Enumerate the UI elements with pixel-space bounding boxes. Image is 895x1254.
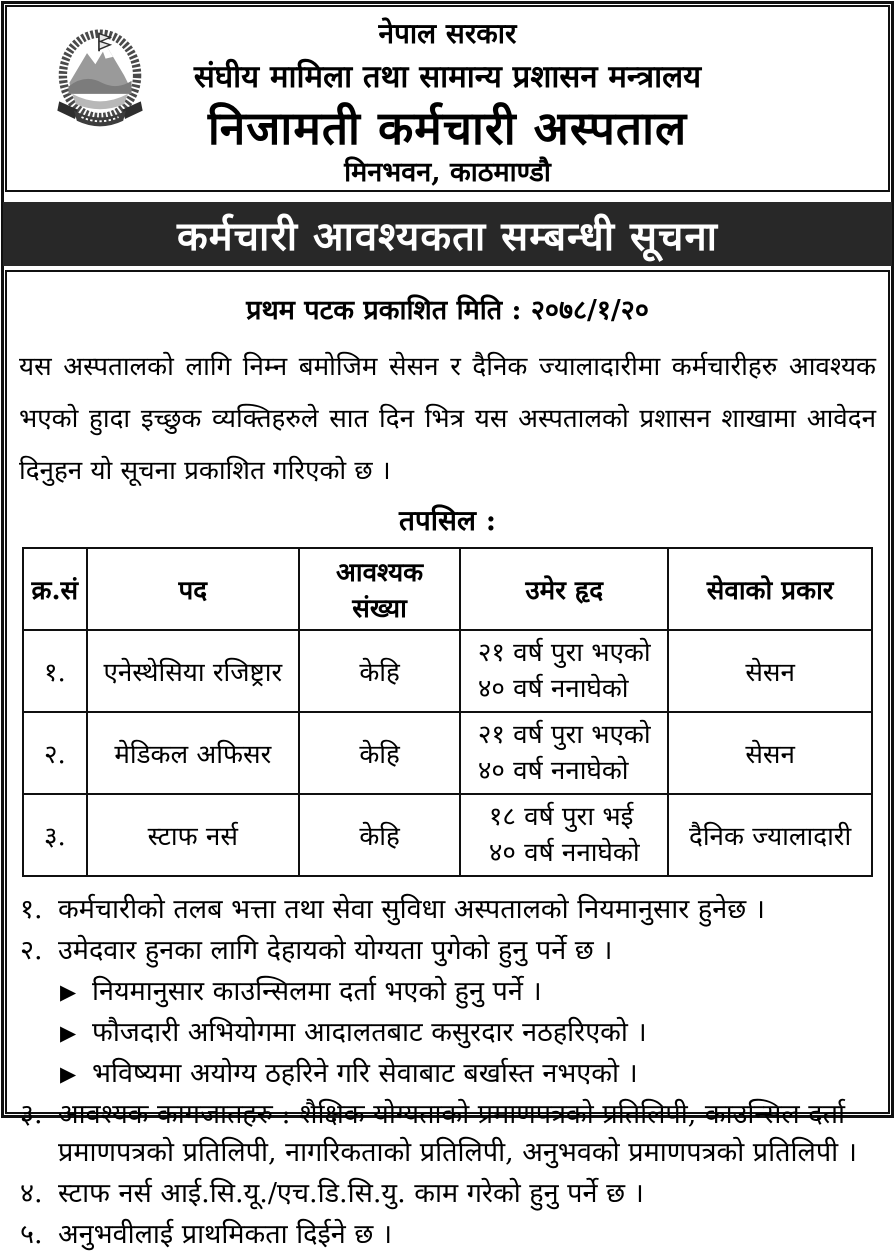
cell-age	[460, 712, 668, 794]
list-item	[20, 932, 877, 970]
published-date-line: प्रथम पटक प्रकाशित मिति : २०७८/१/२०	[246, 295, 649, 326]
col-header-service: सेवाको प्रकार	[668, 548, 872, 630]
sub-bullet-text: भविष्यमा अयोग्य ठहरिने गरि सेवाबाट बर्खास्त नभएको ।	[92, 1058, 638, 1089]
cell-sn: १.	[23, 630, 87, 712]
age-line-2: ४० वर्ष ननाघेको	[477, 756, 629, 786]
sub-bullet-item	[20, 1014, 877, 1052]
letterhead	[5, 5, 890, 192]
list-item-number: १.	[20, 894, 43, 925]
organization-address: मिनभवन, काठमाण्डौ	[344, 156, 551, 188]
cell-age	[460, 630, 668, 712]
list-item-text: अनुभवीलाई प्राथमिकता दिईने छ ।	[58, 1219, 393, 1250]
table-row	[23, 630, 872, 712]
sub-bullet-item	[20, 973, 877, 1011]
cell-age	[460, 794, 668, 876]
nepal-emblem-icon	[53, 29, 147, 131]
list-item-text: कर्मचारीको तलब भत्ता तथा सेवा सुविधा अस्पतालको नियमानुसार हुनेछ ।	[58, 894, 765, 925]
age-line-2: ४० वर्ष ननाघेको	[488, 838, 640, 868]
triangle-bullet-icon: ▶	[60, 1021, 77, 1045]
table-header-row	[23, 548, 872, 630]
col-header-age: उमेर हृद	[460, 548, 668, 630]
list-item	[20, 1096, 877, 1172]
cell-required: केहि	[299, 712, 460, 794]
age-line-1: २१ वर्ष पुरा भएको	[477, 638, 651, 668]
ministry-name: संघीय मामिला तथा सामान्य प्रशासन मन्त्रालय	[193, 58, 702, 95]
triangle-bullet-icon: ▶	[60, 980, 77, 1004]
sub-bullet-item	[20, 1055, 877, 1093]
col-header-position: पद	[87, 548, 299, 630]
table-row	[23, 712, 872, 794]
details-heading: तपसिल :	[398, 504, 497, 537]
cell-sn: ३.	[23, 794, 87, 876]
list-item-text: स्टाफ नर्स आई.सि.यू./एच.डि.सि.यु. काम गरेको हुनु पर्ने छ ।	[58, 1178, 644, 1209]
cell-service: सेसन	[668, 630, 872, 712]
conditions-list	[20, 891, 877, 1254]
notice-body	[5, 270, 890, 1250]
sub-bullet-text: नियमानुसार काउन्सिलमा दर्ता भएको हुनु पर्ने ।	[92, 976, 542, 1007]
list-item-text: उमेदवार हुनका लागि देहायको योग्यता पुगेको हुनु पर्ने छ ।	[58, 935, 613, 966]
vacancy-table	[22, 547, 873, 877]
list-item-number: ३.	[20, 1099, 43, 1130]
list-item-number: २.	[20, 935, 43, 966]
col-header-required: आवश्यक संख्या	[299, 548, 460, 630]
list-item-number: ४.	[20, 1178, 43, 1209]
list-item-text: आवश्यक कागजातहरु : शैक्षिक योग्यताको प्रमाणपत्रको प्रतिलिपी, काउन्सिल दर्ता प्रमाणपत्रको प्रतिलिपी, नागरिकताको प्रतिलिपी, अनुभवको प्रमाणपत्रको प्रतिलिपी ।	[58, 1099, 857, 1168]
list-item	[20, 1216, 877, 1254]
table-row	[23, 794, 872, 876]
cell-sn: २.	[23, 712, 87, 794]
list-item	[20, 1175, 877, 1213]
notice-title: कर्मचारी आवश्यकता सम्बन्धी सूचना	[176, 213, 719, 260]
cell-required: केहि	[299, 630, 460, 712]
cell-required: केहि	[299, 794, 460, 876]
age-line-2: ४० वर्ष ननाघेको	[477, 674, 629, 704]
list-item	[20, 891, 877, 929]
age-line-1: १८ वर्ष पुरा भई	[488, 802, 634, 832]
age-line-1: २१ वर्ष पुरा भएको	[477, 720, 651, 750]
col-header-sn: क्र.सं	[23, 548, 87, 630]
notice-title-banner	[3, 202, 892, 266]
notice-intro-paragraph: यस अस्पतालको लागि निम्न बमोजिम सेसन र दैनिक ज्यालादारीमा कर्मचारीहरु आवश्यक भएको हुादा इच्छुक व्यक्तिहरुले सात दिन भित्र यस अस्पतालको प्रशासन शाखामा आवेदन दिनुहन यो सूचना प्रकाशित गरिएको छ ।	[19, 352, 876, 486]
sub-bullet-text: फौजदारी अभियोगमा आदालतबाट कसुरदार नठहरिएको ।	[92, 1017, 647, 1048]
organization-name: निजामती कर्मचारी अस्पताल	[207, 100, 688, 155]
government-name: नेपाल सरकार	[378, 17, 517, 50]
cell-position: मेडिकल अफिसर	[87, 712, 299, 794]
cell-service: दैनिक ज्यालादारी	[668, 794, 872, 876]
cell-position: स्टाफ नर्स	[87, 794, 299, 876]
triangle-bullet-icon: ▶	[60, 1062, 77, 1086]
cell-position: एनेस्थेसिया रजिष्ट्रार	[87, 630, 299, 712]
cell-service: सेसन	[668, 712, 872, 794]
list-item-number: ५.	[20, 1219, 43, 1250]
